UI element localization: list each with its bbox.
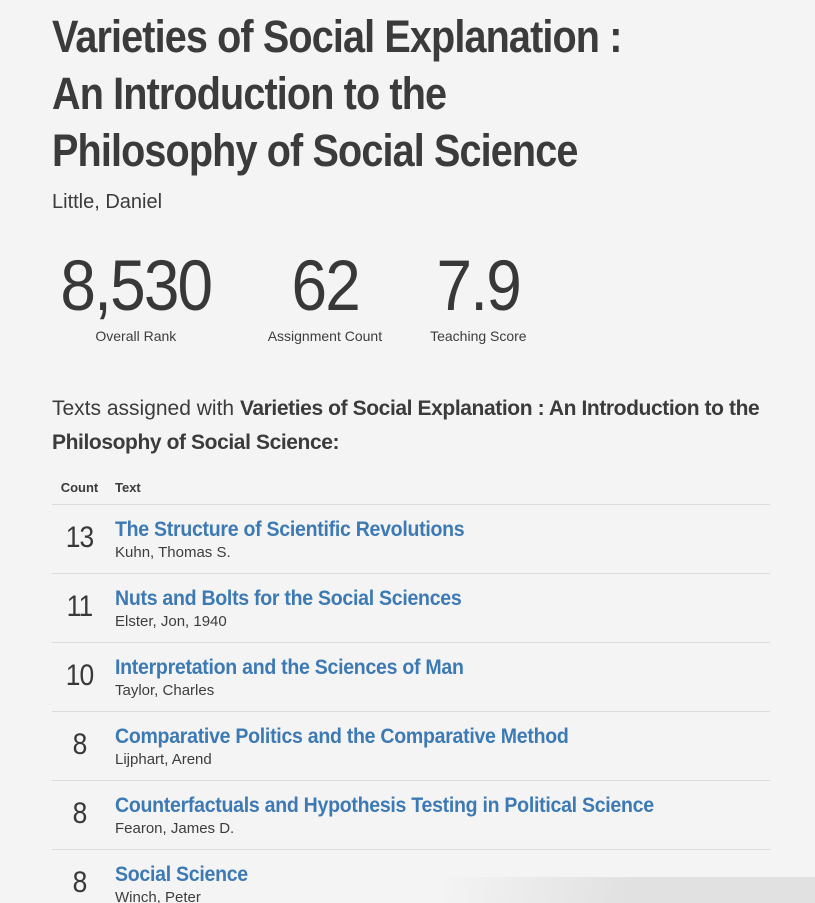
row-body bbox=[115, 794, 694, 837]
row-count: 8 bbox=[72, 866, 87, 899]
row-body bbox=[115, 863, 258, 903]
text-column-header: Text bbox=[115, 480, 141, 495]
row-count: 13 bbox=[65, 521, 94, 554]
row-author: Winch, Peter bbox=[115, 889, 201, 903]
assigned-intro-title: Varieties of Social Explanation : An Introduction to the Philosophy of Social Science bbox=[52, 397, 760, 454]
stat-value: 7.9 bbox=[436, 247, 521, 326]
table-row bbox=[52, 849, 770, 903]
stat-teaching-score bbox=[430, 248, 527, 344]
row-author: Taylor, Charles bbox=[115, 682, 215, 699]
row-title-link[interactable]: The Structure of Scientific Revolutions bbox=[115, 518, 465, 541]
row-author: Elster, Jon, 1940 bbox=[115, 613, 227, 630]
row-count: 10 bbox=[65, 659, 94, 692]
stats-row bbox=[52, 248, 770, 344]
row-count: 11 bbox=[66, 590, 93, 623]
table-row bbox=[52, 642, 770, 711]
row-body bbox=[115, 518, 491, 561]
stat-label: Overall Rank bbox=[95, 328, 177, 344]
row-author: Kuhn, Thomas S. bbox=[115, 544, 231, 561]
row-title-link[interactable]: Counterfactuals and Hypothesis Testing in Political Science bbox=[115, 794, 654, 817]
row-title-link[interactable]: Comparative Politics and the Comparative Method bbox=[115, 725, 569, 748]
row-author: Fearon, James D. bbox=[115, 820, 235, 837]
table-row bbox=[52, 573, 770, 642]
stat-label: Assignment Count bbox=[267, 328, 383, 344]
row-body bbox=[115, 725, 603, 768]
assigned-intro bbox=[52, 392, 766, 460]
row-title-link[interactable]: Social Science bbox=[115, 863, 248, 886]
row-count: 8 bbox=[72, 728, 87, 761]
page-title-line-3: Philosophy of Social Science bbox=[52, 125, 578, 176]
page-title bbox=[52, 8, 809, 179]
row-body bbox=[115, 587, 488, 630]
stat-assignment-count bbox=[268, 248, 382, 344]
table-row bbox=[52, 780, 770, 849]
assigned-intro-suffix: : bbox=[332, 431, 340, 454]
table-header-row bbox=[52, 480, 770, 504]
page-title-line-2: An Introduction to the bbox=[52, 68, 447, 119]
stat-value: 8,530 bbox=[60, 247, 212, 326]
assigned-intro-prefix: Texts assigned with bbox=[52, 397, 240, 420]
row-author: Lijphart, Arend bbox=[115, 751, 212, 768]
table-row bbox=[52, 711, 770, 780]
stat-label: Teaching Score bbox=[430, 328, 527, 344]
stat-overall-rank bbox=[52, 248, 220, 344]
table-rows bbox=[52, 504, 770, 903]
page-title-line-1: Varieties of Social Explanation : bbox=[52, 11, 622, 62]
row-count: 8 bbox=[72, 797, 87, 830]
stat-value: 62 bbox=[291, 247, 359, 326]
author-name: Little, Daniel bbox=[52, 191, 163, 213]
assigned-texts-table bbox=[52, 480, 770, 903]
row-title-link[interactable]: Interpretation and the Sciences of Man bbox=[115, 656, 464, 679]
count-column-header: Count bbox=[60, 480, 99, 495]
row-title-link[interactable]: Nuts and Bolts for the Social Sciences bbox=[115, 587, 462, 610]
row-body bbox=[115, 656, 490, 699]
table-row bbox=[52, 504, 770, 573]
